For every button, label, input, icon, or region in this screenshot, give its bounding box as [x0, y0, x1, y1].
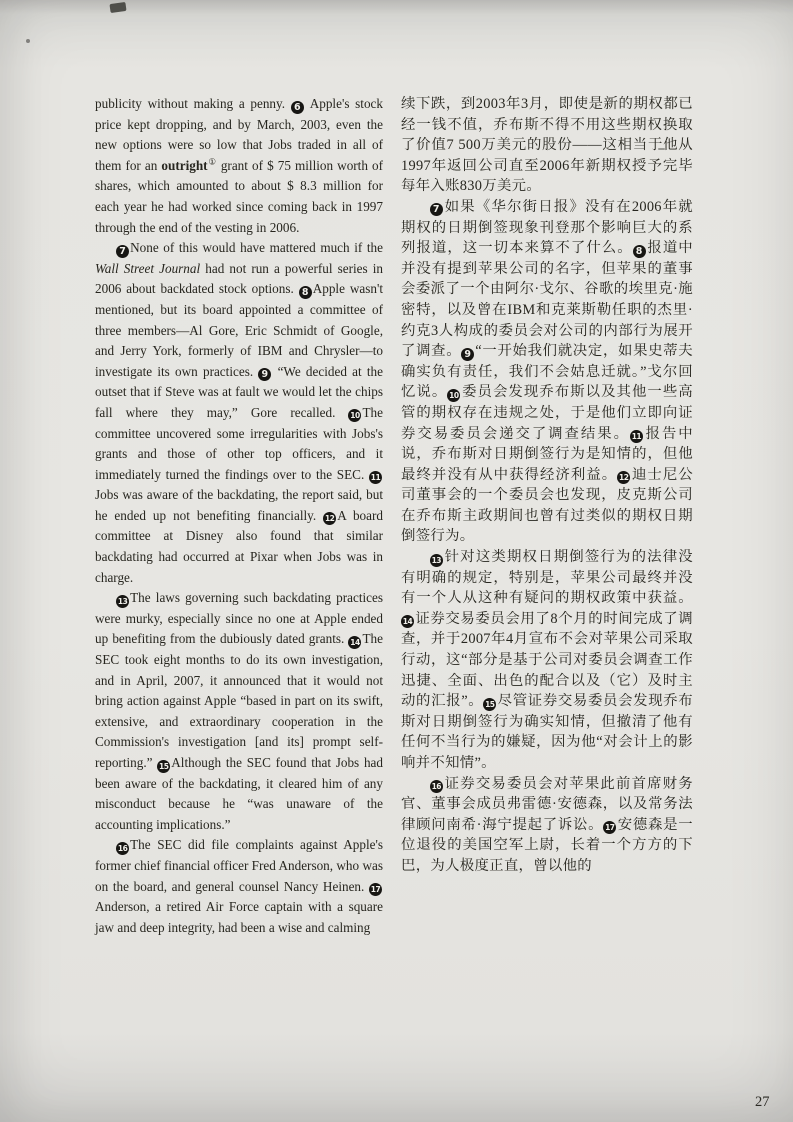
- sentence-number-badge: 12: [324, 514, 335, 524]
- paragraph: [401, 94, 693, 197]
- sentence-number-badge: 8: [299, 286, 312, 299]
- text-run: 证券交易委员会用了8个月的时间完成了调查，并于2007年4月宣布不会对苹果公司采取行动，这“部分是基于公司对委员会调查工作迅捷、全面、出色的配合以及（它）及时主动的汇报”。: [401, 610, 693, 710]
- text-run: 续下跌，到2003年3月，即使是新的期权都已经一钱不值，乔布斯不得不用这些期权换取了价值7 500万美元的股份——这相当于他从1997年返回公司直至2006年新期权授予完毕每年入账830万美元。: [401, 96, 693, 195]
- paragraph: [95, 238, 383, 588]
- text-run: None of this would have mattered much if the: [130, 240, 383, 256]
- sentence-number-badge: 10: [449, 390, 459, 400]
- text-run: “We decided at the outset that if Steve was at fault we would let the chips fall where they may,” Gore recalled.: [95, 363, 383, 420]
- text-run: 针对这类期权日期倒签行为的法律没有明确的规定，特别是，苹果公司最终并没有一个人从这种有疑问的期权政策中获益。: [401, 549, 693, 607]
- sentence-number-badge: 14: [350, 637, 360, 647]
- sentence-number-badge: 12: [619, 473, 629, 483]
- scan-artifact: [26, 39, 30, 43]
- paragraph: [95, 835, 383, 938]
- text-run: The SEC took eight months to do its own investigation, and in April, 2007, it announced that it would not bring action against Apple “based in part on its swift, extensive, and extraordinary cooperation in the Commission's investigation [and its] prompt self-reporting.”: [95, 631, 383, 770]
- text-run: 如果《华尔街日报》没有在2006年就期权的日期倒签现象刊登那个影响巨大的系列报道，这一切本来算不了什么。: [401, 198, 693, 257]
- sentence-number-badge: 9: [461, 348, 474, 361]
- text-run: Apple's stock price kept dropping, and by March, 2003, even the new options were so low that Jobs traded in all of them for an: [95, 96, 383, 173]
- sentence-number-badge: 17: [370, 885, 381, 895]
- text-run: 证券交易委员会对苹果此前首席财务官、董事会成员弗雷德·安德森，以及常务法律顾问南希·海宁提起了诉讼。: [401, 775, 693, 833]
- sentence-number-badge: 15: [159, 761, 169, 771]
- sentence-number-badge: 16: [431, 782, 442, 792]
- text-run: Although the SEC found that Jobs had been aware of the backdating, it cleared him of any misconduct because he “was unaware of the accounting implications.”: [95, 755, 383, 832]
- paragraph: [95, 588, 383, 835]
- text-run: publicity without making a penny.: [95, 96, 291, 111]
- text-run: “一开始我们就决定，如果史蒂夫确实负有责任，我们不会姑息迁就。”戈尔回忆说。: [401, 343, 694, 401]
- sentence-number-badge: 9: [258, 368, 271, 381]
- text-run: 委员会发现乔布斯以及其他一些高管的期权存在违规之处，于是他们立即向证券交易委员会递交了调查结果。: [401, 384, 693, 442]
- paragraph: [401, 547, 693, 774]
- footnote-ref: ①: [207, 157, 217, 168]
- text-run: had not run a powerful series in 2006 about backdated stock options.: [95, 260, 383, 297]
- text-run: Apple wasn't mentioned, but its board appointed a committee of three members—Al Gore, Eric Schmidt of Google, and Jerry York, formerly of IBM and Chrysler—to investigate its own practices.: [95, 281, 383, 379]
- paragraph: [401, 774, 693, 877]
- text-run: A board committee at Disney also found that similar backdating had occurred at Pixar when Jobs was in charge.: [95, 507, 383, 585]
- text-run: 报告中说，乔布斯对日期倒签行为是知情的，但他最终并没有从中获得经济利益。: [401, 425, 693, 483]
- sentence-number-badge: 10: [350, 411, 360, 421]
- sentence-number-badge: 11: [631, 432, 642, 441]
- text-run: 尽管证券交易委员会发现乔布斯对日期倒签行为确实知情，但撤清了他有任何不当行为的嫌疑，因为他“对会计上的影响并不知情”。: [401, 693, 693, 771]
- scan-artifact: [109, 2, 126, 13]
- sentence-number-badge: 13: [117, 596, 128, 606]
- paragraph: [95, 94, 383, 238]
- sentence-number-badge: 11: [370, 473, 381, 483]
- sentence-number-badge: 8: [633, 245, 646, 258]
- sentence-number-badge: 17: [605, 823, 615, 833]
- sentence-number-badge: 16: [117, 843, 128, 853]
- text-run: 安德森是一位退役的美国空军上尉，长着一个方方的下巴，为人极度正直，曾以他的: [401, 816, 693, 874]
- text-run: Anderson, a retired Air Force captain with a square jaw and deep integrity, had been a wise and calming: [95, 899, 383, 935]
- text-run: 迪士尼公司董事会的一个委员会也发现，皮克斯公司在乔布斯主政期间也曾有过类似的期权日期倒签行为。: [401, 466, 693, 545]
- sentence-number-badge: 7: [116, 245, 129, 258]
- text-run: 报道中并没有提到苹果公司的名字，但苹果的董事会委派了一个由阿尔·戈尔、谷歌的埃里克·施密特，以及曾在IBM和克莱斯勒任职的杰里·约克3人构成的委员会对公司的内部行为展开了调查。: [401, 240, 693, 360]
- page-number: 27: [755, 1094, 770, 1110]
- english-text-column: [95, 94, 383, 938]
- text-run: Wall Street Journal: [95, 260, 201, 276]
- sentence-number-badge: 6: [291, 101, 304, 114]
- text-run: Jobs was aware of the backdating, the report said, but he ended up not benefiting financially.: [95, 487, 383, 523]
- text-run: The SEC did file complaints against Apple's former chief financial officer Fred Anderson, who was on the board, and general counsel Nancy Heinen.: [95, 837, 383, 894]
- text-run: outright: [161, 157, 208, 173]
- sentence-number-badge: 15: [485, 699, 495, 709]
- paragraph: [401, 197, 693, 547]
- sentence-number-badge: 13: [431, 555, 442, 565]
- text-run: The committee uncovered some irregularities with Jobs's grants and those of other top officers, and it immediately turned the findings over to the SEC.: [95, 404, 383, 482]
- text-run: grant of $ 75 million worth of shares, which amounted to about $ 8.3 million for each year he had worked since coming back in 1997 through the end of the vesting in 2006.: [95, 157, 384, 235]
- text-run: The laws governing such backdating practices were murky, especially since no one at Apple ended up benefiting from the dubiously dated grants.: [95, 590, 383, 647]
- sentence-number-badge: 14: [402, 617, 413, 627]
- sentence-number-badge: 7: [430, 203, 443, 216]
- chinese-text-column: [401, 94, 693, 877]
